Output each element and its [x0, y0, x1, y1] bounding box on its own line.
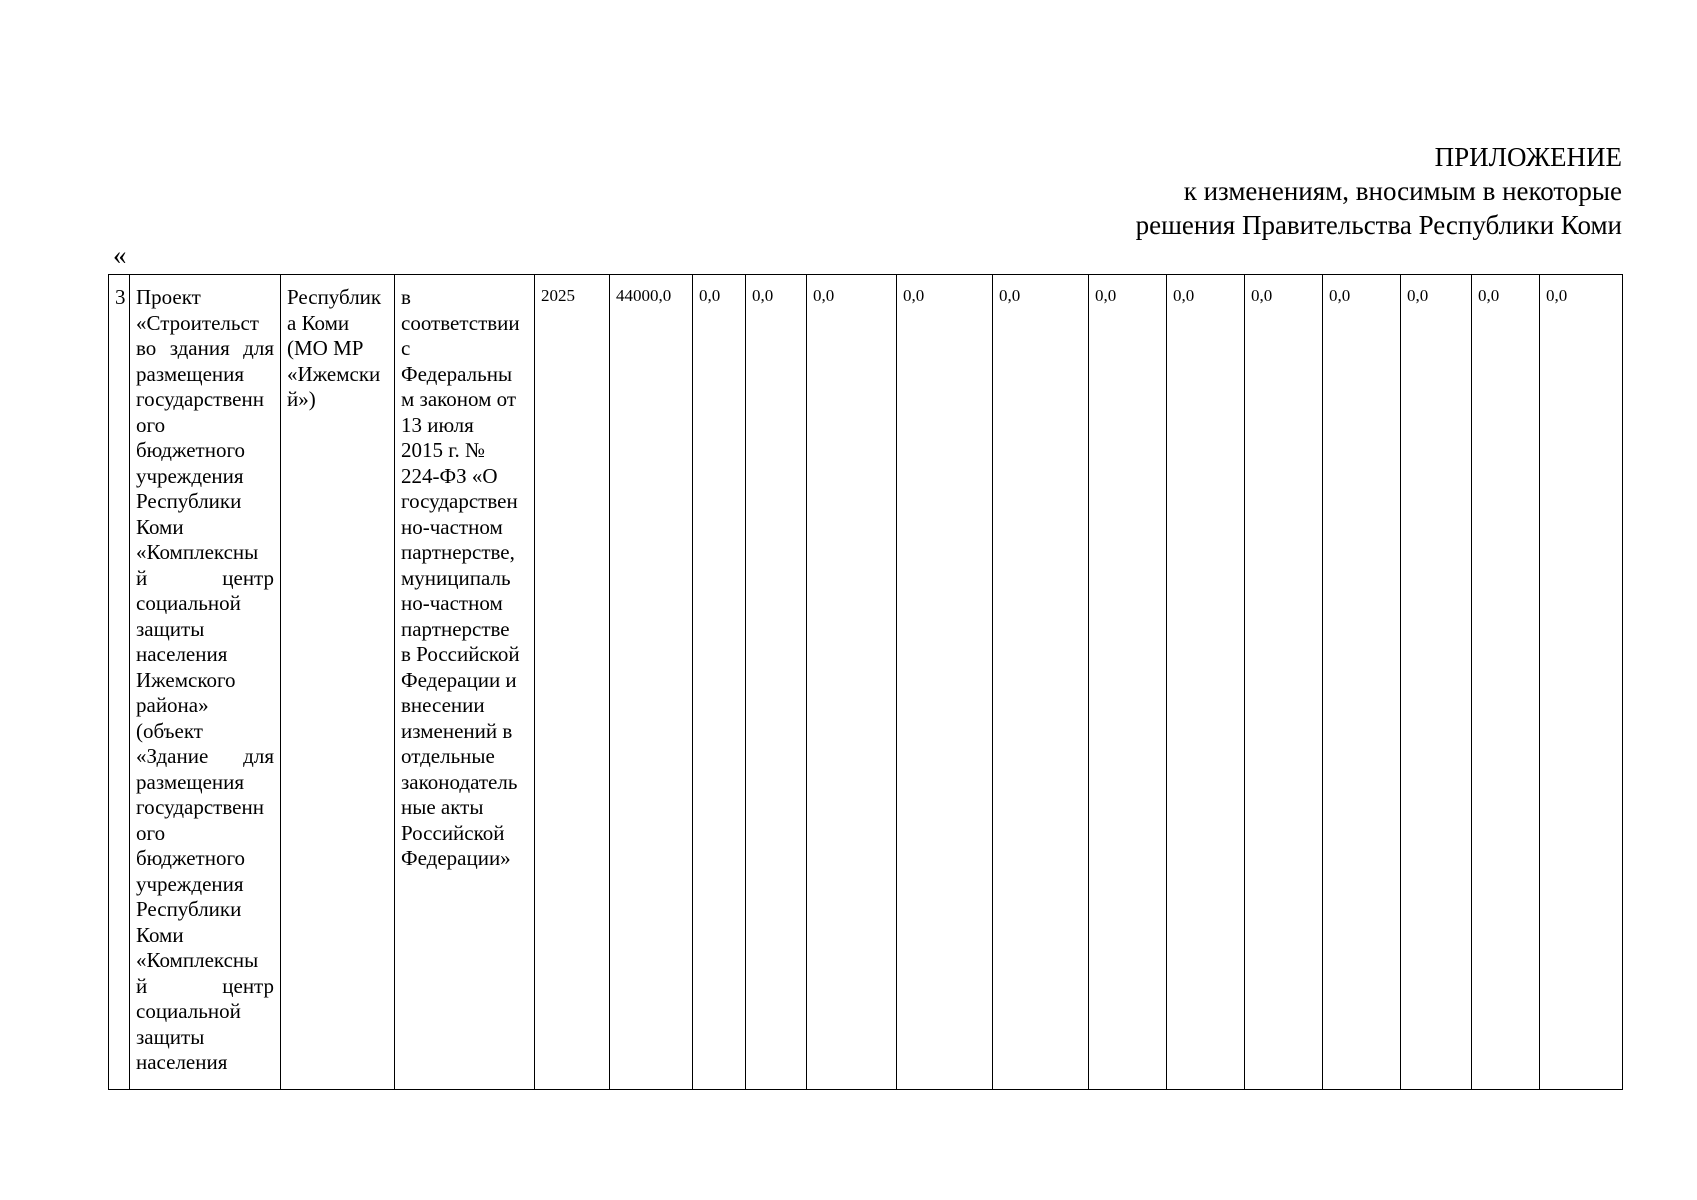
text-line: (МО МР [287, 336, 364, 360]
appendix-subtitle-line1: к изменениям, вносимым в некоторые [1183, 176, 1622, 206]
region-cell [281, 275, 395, 1090]
text-line: 224-ФЗ «О [401, 463, 498, 488]
legal-basis-cell [395, 275, 535, 1090]
data-table [108, 274, 1623, 1090]
text-line: изменений в [401, 718, 513, 743]
text-line: «Ижемски [287, 361, 381, 386]
text-line: а Коми [287, 310, 350, 335]
text-line: размещения [136, 361, 245, 386]
text-line: государственн [136, 795, 264, 819]
value-cell: 0,0 [1472, 275, 1540, 1090]
text-line: размещения [136, 769, 245, 794]
text-line: государствен [401, 489, 518, 513]
text-line: ого [136, 820, 166, 845]
row-number: 3 [109, 275, 130, 1090]
text-line: Федерации и [401, 667, 517, 692]
text-line: защиты [136, 616, 205, 641]
text-line: м законом от [401, 387, 517, 411]
text-line: Коми [136, 514, 184, 539]
text-line: в Российской [401, 642, 520, 666]
text-line: но-частном [401, 514, 503, 539]
text-line: законодатель [401, 769, 518, 794]
text-line: Федерации» [401, 846, 511, 870]
value-cell: 0,0 [1540, 275, 1623, 1090]
value-cell: 0,0 [746, 275, 807, 1090]
text-line: партнерстве, [401, 540, 515, 564]
text-line: Проект [136, 285, 201, 309]
text-line: соответствии [401, 310, 520, 335]
text-line: но-частном [401, 591, 503, 615]
text-line: во здания для [136, 336, 274, 360]
text-line: «Строительст [136, 310, 259, 335]
text-line: отдельные [401, 744, 495, 768]
text-line: 2015 г. № [401, 438, 486, 462]
value-cell: 0,0 [897, 275, 993, 1090]
opening-quote: « [113, 240, 127, 270]
text-line: защиты [136, 1024, 205, 1049]
value-cell: 0,0 [1089, 275, 1167, 1090]
text-line: муниципаль [401, 565, 511, 590]
value-cell: 0,0 [993, 275, 1089, 1090]
text-line: «Комплексны [136, 948, 259, 972]
text-line: бюджетного [136, 846, 246, 870]
appendix-subtitle-line2: решения Правительства Республики Коми [1135, 210, 1622, 240]
appendix-title: ПРИЛОЖЕНИЕ [1434, 142, 1622, 172]
appendix-header [1136, 140, 1622, 242]
table-row [109, 275, 1623, 1090]
year-cell: 2025 [535, 275, 610, 1090]
total-cell: 44000,0 [610, 275, 693, 1090]
text-line: с [401, 336, 411, 360]
text-line: Федеральны [401, 361, 513, 386]
text-line: й центр [136, 565, 274, 590]
text-line: Республики [136, 897, 242, 921]
text-line: внесении [401, 693, 485, 717]
value-cell: 0,0 [1167, 275, 1245, 1090]
text-line: населения [136, 1050, 228, 1074]
text-line: Российской [401, 820, 505, 845]
text-line: «Здание для [136, 744, 274, 768]
text-line: социальной [136, 591, 241, 615]
value-cell: 0,0 [1323, 275, 1401, 1090]
text-line: ные акты [401, 795, 484, 819]
text-line: района» [136, 693, 209, 717]
text-line: 13 июля [401, 412, 474, 437]
text-line: учреждения [136, 871, 244, 896]
text-line: (объект [136, 718, 203, 743]
text-line: Коми [136, 922, 184, 947]
value-cell: 0,0 [1401, 275, 1472, 1090]
text-line: ого [136, 412, 166, 437]
text-line: й») [287, 387, 316, 411]
text-line: учреждения [136, 463, 244, 488]
text-line: бюджетного [136, 438, 246, 462]
text-line: населения [136, 642, 228, 666]
value-cell: 0,0 [693, 275, 746, 1090]
value-cell: 0,0 [1245, 275, 1323, 1090]
text-line: в [401, 285, 411, 309]
text-line: «Комплексны [136, 540, 259, 564]
project-name-cell [130, 275, 281, 1090]
text-line: Республик [287, 285, 382, 309]
text-line: партнерстве [401, 616, 510, 641]
text-line: социальной [136, 999, 241, 1023]
text-line: Ижемского [136, 667, 236, 692]
text-line: Республики [136, 489, 242, 513]
text-line: й центр [136, 973, 274, 998]
text-line: государственн [136, 387, 264, 411]
value-cell: 0,0 [807, 275, 897, 1090]
